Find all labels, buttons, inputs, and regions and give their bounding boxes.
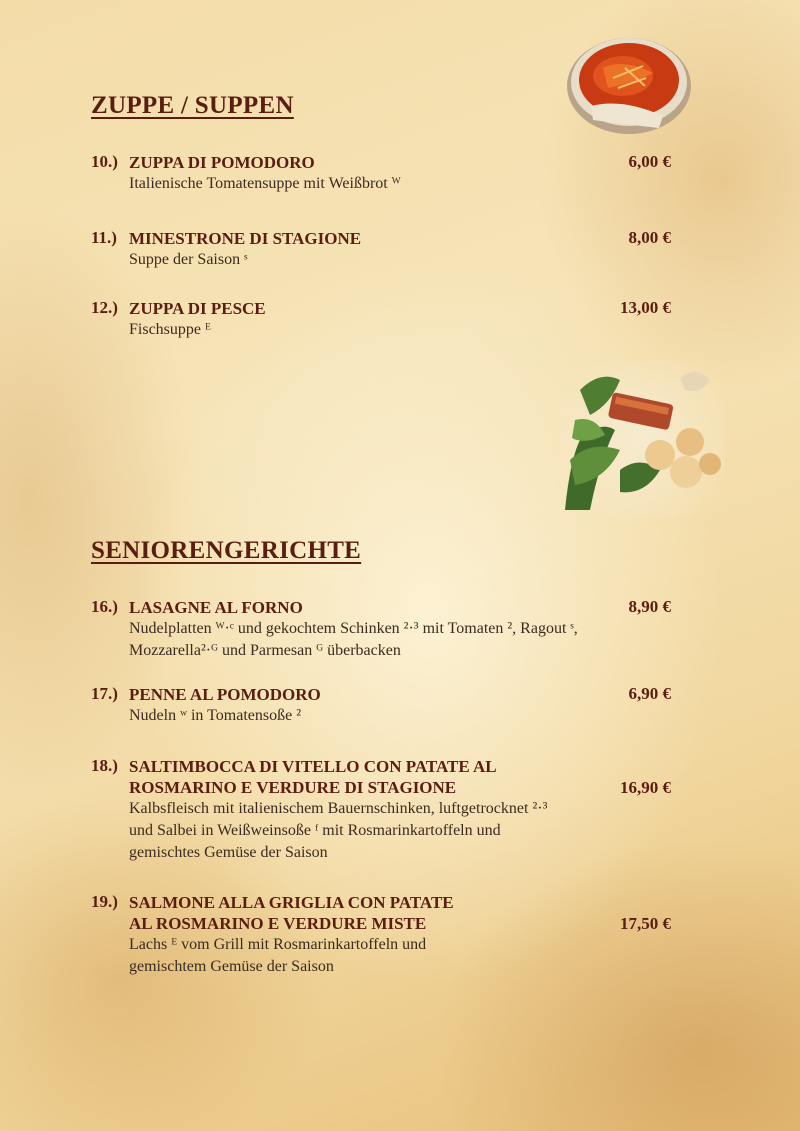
item-number: 18.): [91, 756, 118, 775]
item-name: ZUPPA DI PESCE: [129, 299, 266, 318]
item-name-line: SALMONE ALLA GRIGLIA CON PATATE: [129, 893, 454, 912]
item-name: LASAGNE AL FORNO: [129, 598, 303, 617]
item-price: 8,00 €: [628, 228, 671, 247]
item-description-line: Nudeln ʷ in Tomatensoße ²: [129, 707, 301, 724]
item-name: [129, 892, 610, 934]
menu-item-17: [91, 684, 671, 727]
item-name-line: ROSMARINO E VERDURE DI STAGIONE: [129, 778, 457, 797]
item-price: 16,90 €: [620, 778, 671, 797]
item-description-line: Kalbsfleisch mit italienischem Bauernschinken, luftgetrocknet ²·³: [129, 800, 548, 817]
item-number: 11.): [91, 228, 117, 247]
item-number: 16.): [91, 597, 118, 616]
item-description-line: Lachs ᴱ vom Grill mit Rosmarinkartoffeln und: [129, 936, 427, 953]
item-description: Fischsuppe ᴱ: [129, 321, 211, 338]
item-price: 13,00 €: [620, 298, 671, 317]
menu-item-19: [91, 892, 671, 978]
menu-item-10: [91, 152, 671, 195]
item-description-line: und Salbei in Weißweinsoße ᶠ mit Rosmarinkartoffeln und: [129, 822, 501, 839]
item-description-line: gemischtes Gemüse der Saison: [129, 844, 328, 861]
section-title-seniorengerichte: SENIORENGERICHTE: [91, 537, 362, 564]
item-number: 17.): [91, 684, 118, 703]
menu-item-11: [91, 228, 671, 271]
item-price: 6,00 €: [628, 152, 671, 171]
item-description: Suppe der Saison ˢ: [129, 251, 248, 268]
item-name: ZUPPA DI POMODORO: [129, 153, 315, 172]
menu-item-18: [91, 756, 671, 864]
item-price: 6,90 €: [628, 684, 671, 703]
item-description-line: Mozzarella²·ᴳ und Parmesan ᴳ überbacken: [129, 642, 401, 659]
item-description-line: Nudelplatten ᵂ·ᶜ und gekochtem Schinken ²·³ mit Tomaten ², Ragout ˢ,: [129, 620, 578, 637]
item-name: MINESTRONE DI STAGIONE: [129, 229, 362, 248]
tomato-soup-photo: [563, 28, 695, 138]
item-description-line: gemischtem Gemüse der Saison: [129, 958, 334, 975]
item-number: 19.): [91, 892, 118, 911]
item-name-line: AL ROSMARINO E VERDURE MISTE: [129, 914, 427, 933]
item-description: Italienische Tomatensuppe mit Weißbrot ᵂ: [129, 175, 401, 192]
item-name: PENNE AL POMODORO: [129, 685, 321, 704]
section-title-suppen: ZUPPE / SUPPEN: [91, 92, 294, 119]
menu-item-12: [91, 298, 671, 341]
item-name-line: SALTIMBOCCA DI VITELLO CON PATATE AL: [129, 757, 497, 776]
menu-item-16: [91, 597, 671, 662]
item-number: 10.): [91, 152, 118, 171]
salmon-salad-photo: [560, 360, 725, 518]
item-name: [129, 756, 610, 798]
item-price: 8,90 €: [628, 597, 671, 616]
item-number: 12.): [91, 298, 118, 317]
item-price: 17,50 €: [620, 914, 671, 933]
